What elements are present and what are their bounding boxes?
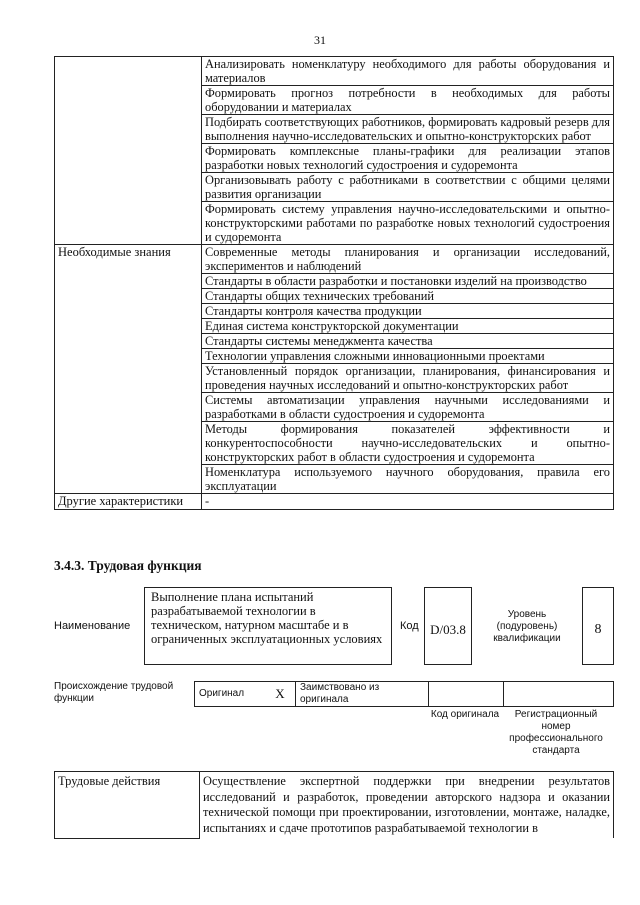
table-cell: Стандарты в области разработки и постановки изделий на производство [202, 274, 614, 289]
table-cell: Установленный порядок организации, планирования, финансирования и проведения научных исследований и опытно-конструкторских работ [202, 364, 614, 393]
table-cell: Единая система конструкторской документации [202, 319, 614, 334]
function-code-value: D/03.8 [424, 587, 472, 665]
qualification-level-label: Уровень (подуровень) квалификации [493, 609, 561, 644]
function-code-label: Код [400, 620, 419, 632]
table-cell: Системы автоматизации управления научными исследованиями и разработками в области судостроения и судоремонта [202, 393, 614, 422]
section-heading: 3.4.3. Трудовая функция [54, 558, 202, 573]
origin-original-label: Оригинал [195, 682, 266, 707]
labor-actions-text: Осуществление экспертной поддержки при внедрении результатов исследований и разработок, проведении авторского надзора и оказании технической помощи при проектировании, изготовлении, монтаже, наладке, испытаниях и сдаче прототипов разрабатываемой технологии в [200, 772, 614, 839]
table-cell: Формировать прогноз потребности в необходимых для работы оборудовании и материалах [202, 86, 614, 115]
table-cell: Формировать комплексные планы-графики для реализации этапов разработки новых технологий судостроения и судоремонта [202, 144, 614, 173]
origin-borrowed-label: Заимствовано из оригинала [296, 682, 429, 707]
table-cell: Стандарты системы менеджмента качества [202, 334, 614, 349]
function-name-label: Наименование [54, 620, 131, 632]
table-row [55, 494, 614, 510]
table-cell: Методы формирования показателей эффективности и конкурентоспособности научно-исследовательских и опытно-конструкторских работ в области судостроения и судоремонта [202, 422, 614, 465]
table-cell: Формировать систему управления научно-исследовательскими и опытно-конструкторскими работами по разработке новых технологий судостроения и судоремонта [202, 202, 614, 245]
table-row [55, 57, 614, 86]
labor-actions-table [54, 771, 614, 839]
row-label [55, 57, 202, 245]
origin-original-mark: X [265, 682, 296, 707]
row-label: Другие характеристики [55, 494, 202, 510]
origin-reg-caption: Регистрационный номер профессионального стандарта [509, 709, 603, 756]
table-row [55, 245, 614, 274]
origin-reg-cell [504, 682, 614, 707]
table-cell: Технологии управления сложными инновационными проектами [202, 349, 614, 364]
table-cell: Стандарты контроля качества продукции [202, 304, 614, 319]
skills-knowledge-table [54, 56, 614, 510]
labor-actions-label: Трудовые действия [55, 772, 200, 839]
function-name-value: Выполнение плана испытаний разрабатываемой технологии в техническом, натурном масштабе и в ограниченных эксплуатационных условиях [144, 587, 392, 665]
table-cell: Современные методы планирования и организации исследований, экспериментов и наблюдений [202, 245, 614, 274]
origin-code-caption: Код оригинала [430, 709, 500, 720]
origin-label: Происхождение трудовой функции [54, 681, 174, 704]
table-cell: - [202, 494, 614, 510]
table-cell: Номенклатура используемого научного оборудования, правила его эксплуатации [202, 465, 614, 494]
table-cell: Стандарты общих технических требований [202, 289, 614, 304]
table-cell: Анализировать номенклатуру необходимого для работы оборудования и материалов [202, 57, 614, 86]
origin-code-cell [429, 682, 504, 707]
qualification-level-value: 8 [582, 587, 614, 665]
table-cell: Подбирать соответствующих работников, формировать кадровый резерв для выполнения научно-исследовательских и опытно-конструкторских работ [202, 115, 614, 144]
page-number: 31 [314, 33, 326, 47]
row-label: Необходимые знания [55, 245, 202, 494]
table-cell: Организовывать работу с работниками в соответствии с общими целями развития организации [202, 173, 614, 202]
origin-table [194, 681, 614, 707]
